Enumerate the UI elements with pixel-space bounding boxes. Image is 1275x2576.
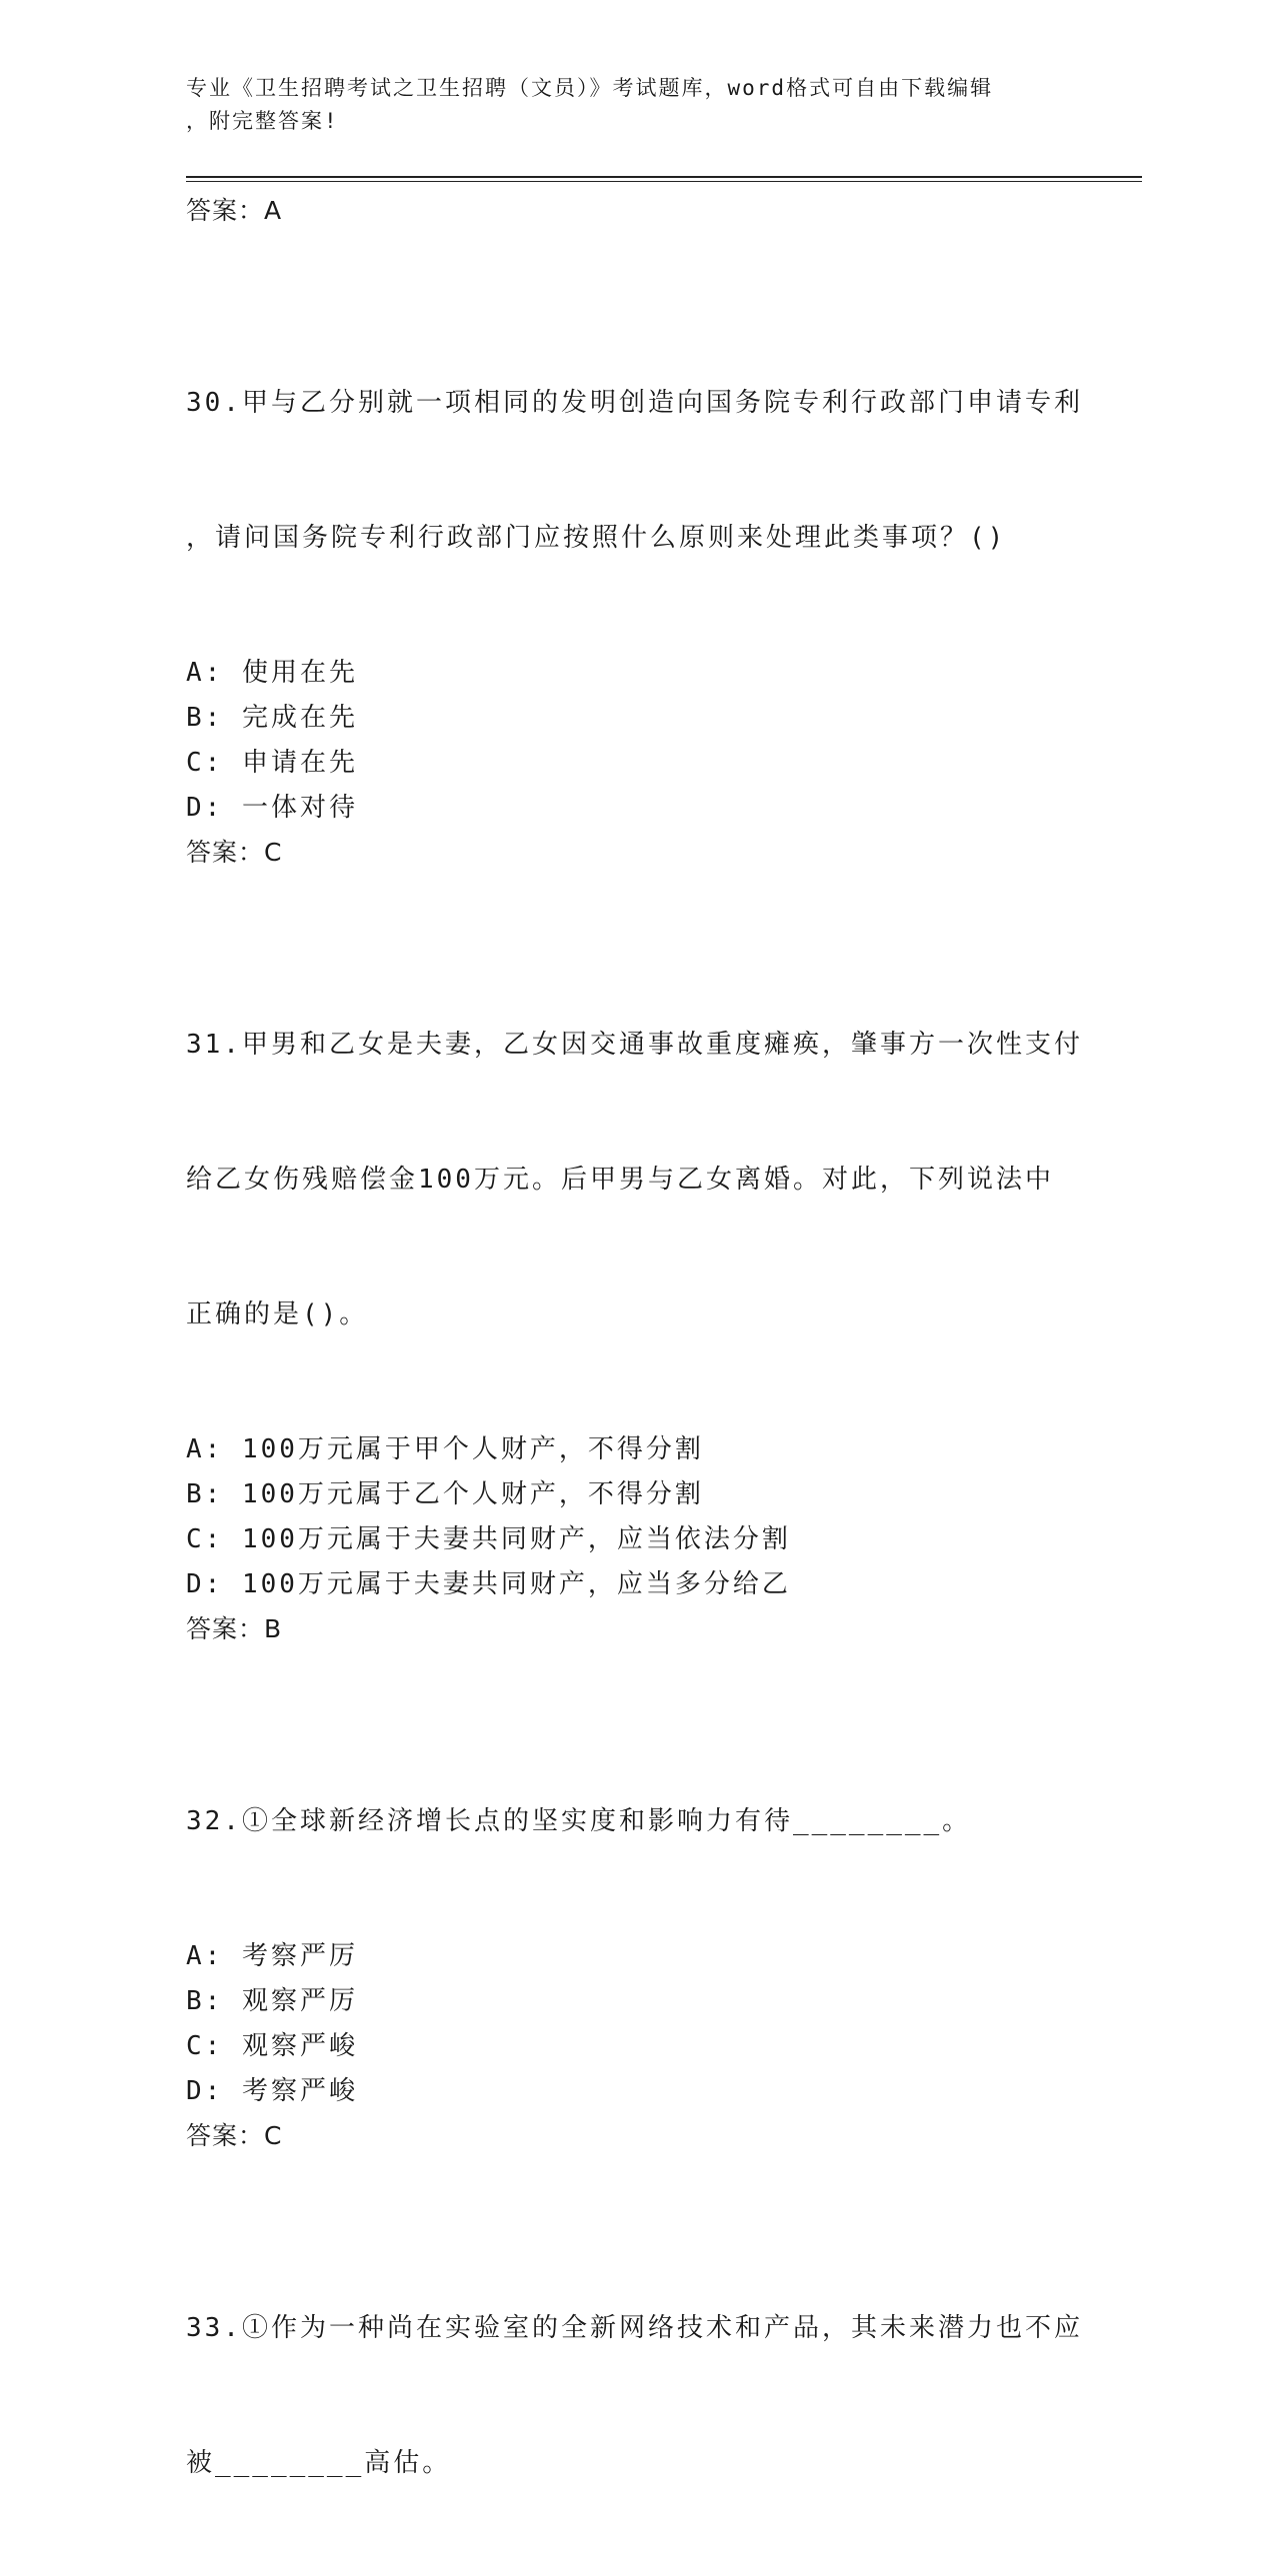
header-line-2: ，附完整答案! xyxy=(186,109,339,133)
question-31 xyxy=(186,933,1086,1651)
option-b: B: 完成在先 xyxy=(186,703,358,733)
document-header xyxy=(186,72,1066,138)
question-stem xyxy=(186,933,1086,1427)
question-33 xyxy=(186,2216,1086,2576)
option-d: D: 100万元属于夫妻共同财产，应当多分给乙 xyxy=(186,1569,791,1599)
question-32 xyxy=(186,1709,1086,2158)
option-d: D: 考察严峻 xyxy=(186,2076,358,2106)
answer-line: 答案：B xyxy=(186,1614,283,1643)
option-b: B: 观察严厉 xyxy=(186,1986,358,2016)
stem-line: 正确的是()。 xyxy=(186,1299,369,1329)
stem-line: 被________高估。 xyxy=(186,2448,452,2478)
answer-line: 答案：A xyxy=(186,196,283,225)
question-stem xyxy=(186,1709,1086,1934)
option-c: C: 申请在先 xyxy=(186,748,358,778)
option-a: A: 考察严厉 xyxy=(186,1941,358,1971)
question-stem xyxy=(186,2216,1086,2576)
answer-line: 答案：C xyxy=(186,838,283,867)
option-b: B: 100万元属于乙个人财产，不得分割 xyxy=(186,1479,704,1509)
stem-line: 给乙女伤残赔偿金100万元。后甲男与乙女离婚。对此，下列说法中 xyxy=(186,1165,1054,1195)
option-d: D: 一体对待 xyxy=(186,793,358,823)
stem-line: 32.①全球新经济增长点的坚实度和影响力有待________。 xyxy=(186,1806,972,1836)
question-list xyxy=(186,189,1086,2576)
option-c: C: 观察严峻 xyxy=(186,2031,358,2061)
stem-line: 33.①作为一种尚在实验室的全新网络技术和产品，其未来潜力也不应 xyxy=(186,2313,1083,2343)
header-rule-thick xyxy=(186,176,1142,178)
question-30 xyxy=(186,291,1086,875)
question-stem xyxy=(186,291,1086,651)
stem-line: 31.甲男和乙女是夫妻，乙女因交通事故重度瘫痪，肇事方一次性支付 xyxy=(186,1030,1083,1060)
stem-line: ，请问国务院专利行政部门应按照什么原则来处理此类事项？() xyxy=(186,523,1007,553)
header-line-1: 专业《卫生招聘考试之卫生招聘（文员）》考试题库，word格式可自由下载编辑 xyxy=(186,76,994,100)
answer-line: 答案：C xyxy=(186,2121,283,2150)
option-a: A: 100万元属于甲个人财产，不得分割 xyxy=(186,1434,704,1464)
header-rule-thin xyxy=(186,181,1142,182)
option-a: A: 使用在先 xyxy=(186,658,358,688)
stem-line: 30.甲与乙分别就一项相同的发明创造向国务院专利行政部门申请专利 xyxy=(186,388,1083,418)
option-c: C: 100万元属于夫妻共同财产，应当依法分割 xyxy=(186,1524,791,1554)
